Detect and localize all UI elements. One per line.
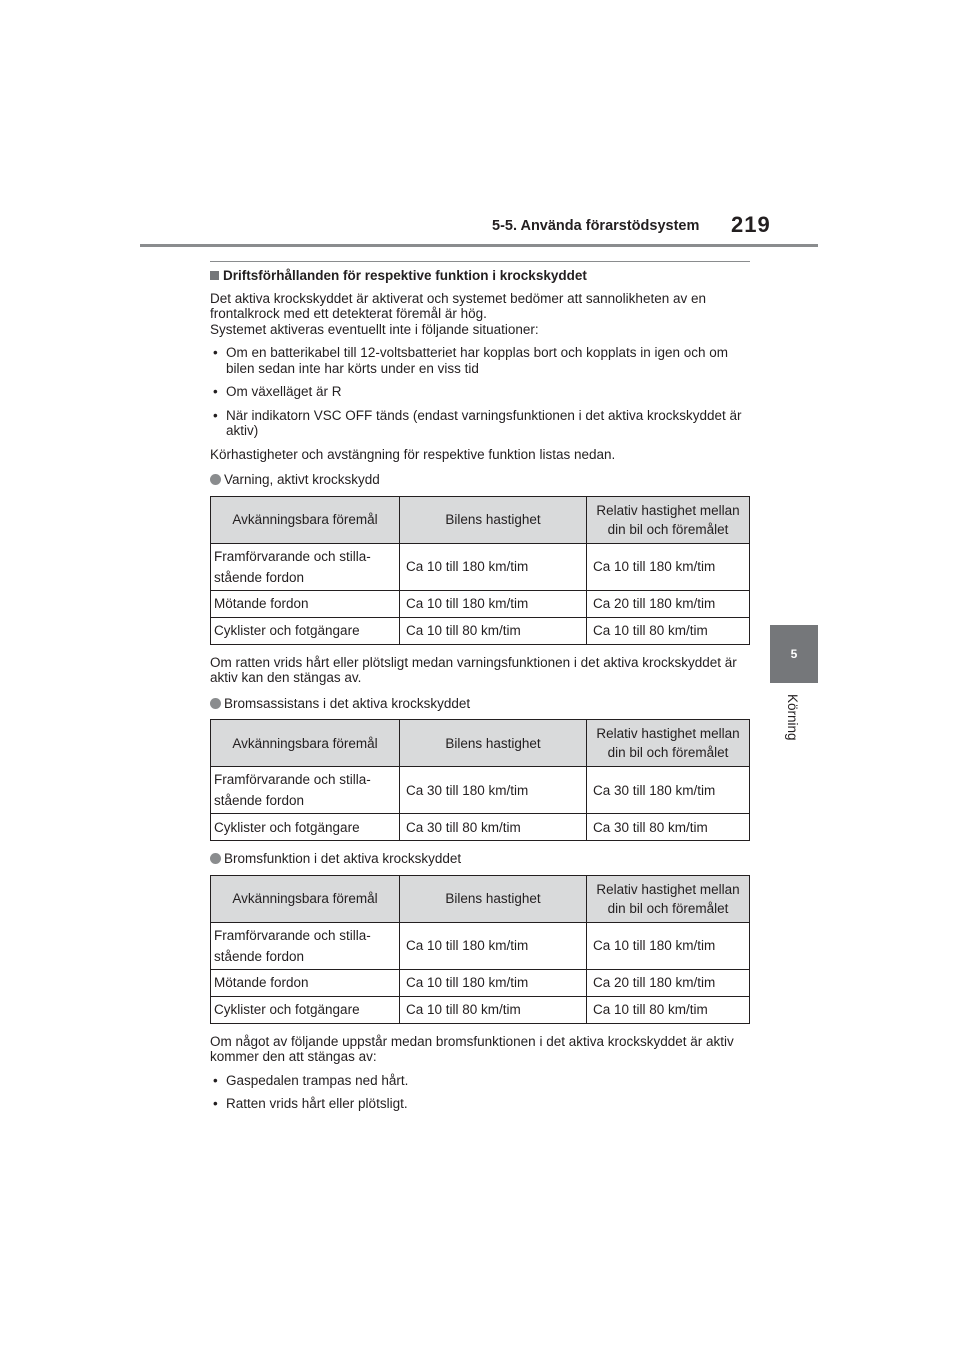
subheading-warning xyxy=(210,472,750,488)
circle-bullet-icon xyxy=(210,853,221,864)
table-cell: Ca 30 till 180 km/tim xyxy=(587,767,750,814)
square-bullet-icon xyxy=(210,271,219,280)
table-cell: Mötande fordon xyxy=(211,969,400,996)
header-title: 5-5. Använda förarstödsystem xyxy=(492,218,700,234)
table-cell: Ca 20 till 180 km/tim xyxy=(587,590,750,617)
table-header-cell: Bilens hastighet xyxy=(400,720,587,767)
table-cell: Mötande fordon xyxy=(211,590,400,617)
table-cell: Framförvarande och stilla-stående fordon xyxy=(211,922,400,969)
table-cell: Cyklister och fotgängare xyxy=(211,617,400,644)
table-cell: Cyklister och fotgängare xyxy=(211,814,400,841)
list-item xyxy=(210,1096,750,1112)
table-header-cell: Relativ hastighet mellan din bil och föremålet xyxy=(587,875,750,922)
table-cell: Ca 10 till 180 km/tim xyxy=(400,969,587,996)
table-row xyxy=(211,617,750,644)
table-cell: Ca 20 till 180 km/tim xyxy=(587,969,750,996)
subheading-brake-function xyxy=(210,851,750,867)
table-cell: Ca 10 till 180 km/tim xyxy=(587,543,750,590)
table-header-cell: Avkänningsbara föremål xyxy=(211,496,400,543)
list-item-text: Gaspedalen trampas ned hårt. xyxy=(226,1072,409,1088)
table-cell: Ca 10 till 180 km/tim xyxy=(400,543,587,590)
header-rule xyxy=(140,244,818,247)
bullet-dot-icon: • xyxy=(213,345,218,360)
table-cell: Framförvarande och stilla-stående fordon xyxy=(211,543,400,590)
chapter-tab xyxy=(770,625,818,683)
table-row xyxy=(211,969,750,996)
table-cell: Ca 30 till 80 km/tim xyxy=(400,814,587,841)
brake-function-speed-table xyxy=(210,875,750,1024)
warning-speed-table xyxy=(210,496,750,645)
table-header-cell: Relativ hastighet mellan din bil och föremålet xyxy=(587,496,750,543)
table-cell: Ca 30 till 80 km/tim xyxy=(587,814,750,841)
section-heading-text: Driftsförhållanden för respektive funktion i krockskyddet xyxy=(223,268,587,283)
chapter-number: 5 xyxy=(790,647,798,661)
chapter-name: Körning xyxy=(785,694,800,741)
table-cell: Ca 10 till 80 km/tim xyxy=(400,617,587,644)
bullet-dot-icon: • xyxy=(213,407,218,423)
table-cell: Ca 10 till 80 km/tim xyxy=(587,617,750,644)
circle-bullet-icon xyxy=(210,474,221,485)
table-cell: Ca 10 till 80 km/tim xyxy=(587,996,750,1023)
bullet-dot-icon: • xyxy=(213,384,218,399)
list-item-text: Om en batterikabel till 12-voltsbatteriet har kopplas bort och kopplats in igen och om bilen sedan inte har körts under en viss tid xyxy=(226,345,729,376)
page-content xyxy=(210,261,750,1120)
section-heading xyxy=(210,268,750,284)
table-cell: Ca 30 till 180 km/tim xyxy=(400,767,587,814)
table-header-cell: Bilens hastighet xyxy=(400,496,587,543)
bullet-dot-icon: • xyxy=(213,1072,218,1088)
list-item xyxy=(210,384,750,400)
list-item-text: Om växelläget är R xyxy=(226,384,342,399)
list-item xyxy=(210,345,750,376)
table-row xyxy=(211,767,750,814)
intro-paragraph: Systemet aktiveras eventuellt inte i följande situationer: xyxy=(210,321,539,337)
table-cell: Ca 10 till 180 km/tim xyxy=(587,922,750,969)
speeds-intro: Körhastigheter och avstängning för respektive funktion listas nedan. xyxy=(210,446,616,462)
list-item xyxy=(210,408,750,439)
table-row xyxy=(211,814,750,841)
brake-assist-speed-table xyxy=(210,719,750,841)
bullet-dot-icon: • xyxy=(213,1096,218,1111)
list-item-text: Ratten vrids hårt eller plötsligt. xyxy=(226,1096,408,1111)
subheading-text: Varning, aktivt krockskydd xyxy=(224,472,380,487)
table-header-cell: Relativ hastighet mellan din bil och föremålet xyxy=(587,720,750,767)
intro-paragraph: Det aktiva krockskyddet är aktiverat och systemet bedömer att sannolikheten av en frontalkrock med ett detekterat föremål är hög. xyxy=(210,290,706,321)
table-header-cell: Avkänningsbara föremål xyxy=(211,875,400,922)
table-row xyxy=(211,543,750,590)
brake-function-note: Om något av följande uppstår medan bromsfunktionen i det aktiva krockskyddet är aktiv kommer den att stängas av: xyxy=(210,1033,734,1064)
list-item-text: När indikatorn VSC OFF tänds (endast varningsfunktionen i det aktiva krockskyddet är aktiv) xyxy=(226,407,742,438)
table-header-cell: Bilens hastighet xyxy=(400,875,587,922)
table-row xyxy=(211,590,750,617)
circle-bullet-icon xyxy=(210,698,221,709)
subheading-text: Bromsfunktion i det aktiva krockskyddet xyxy=(224,851,462,866)
list-item xyxy=(210,1073,750,1089)
table-row xyxy=(211,922,750,969)
table-cell: Ca 10 till 180 km/tim xyxy=(400,922,587,969)
subheading-brake-assist xyxy=(210,696,750,712)
table-cell: Ca 10 till 80 km/tim xyxy=(400,996,587,1023)
subheading-text: Bromsassistans i det aktiva krockskyddet xyxy=(224,695,471,711)
table-cell: Framförvarande och stilla-stående fordon xyxy=(211,767,400,814)
page-number: 219 xyxy=(731,212,771,237)
section-divider xyxy=(210,261,750,262)
warning-note: Om ratten vrids hårt eller plötsligt medan varningsfunktionen i det aktiva krockskyddet är aktiv kan den stängas av. xyxy=(210,654,737,685)
table-cell: Ca 10 till 180 km/tim xyxy=(400,590,587,617)
table-header-cell: Avkänningsbara föremål xyxy=(211,720,400,767)
table-row xyxy=(211,996,750,1023)
table-cell: Cyklister och fotgängare xyxy=(211,996,400,1023)
